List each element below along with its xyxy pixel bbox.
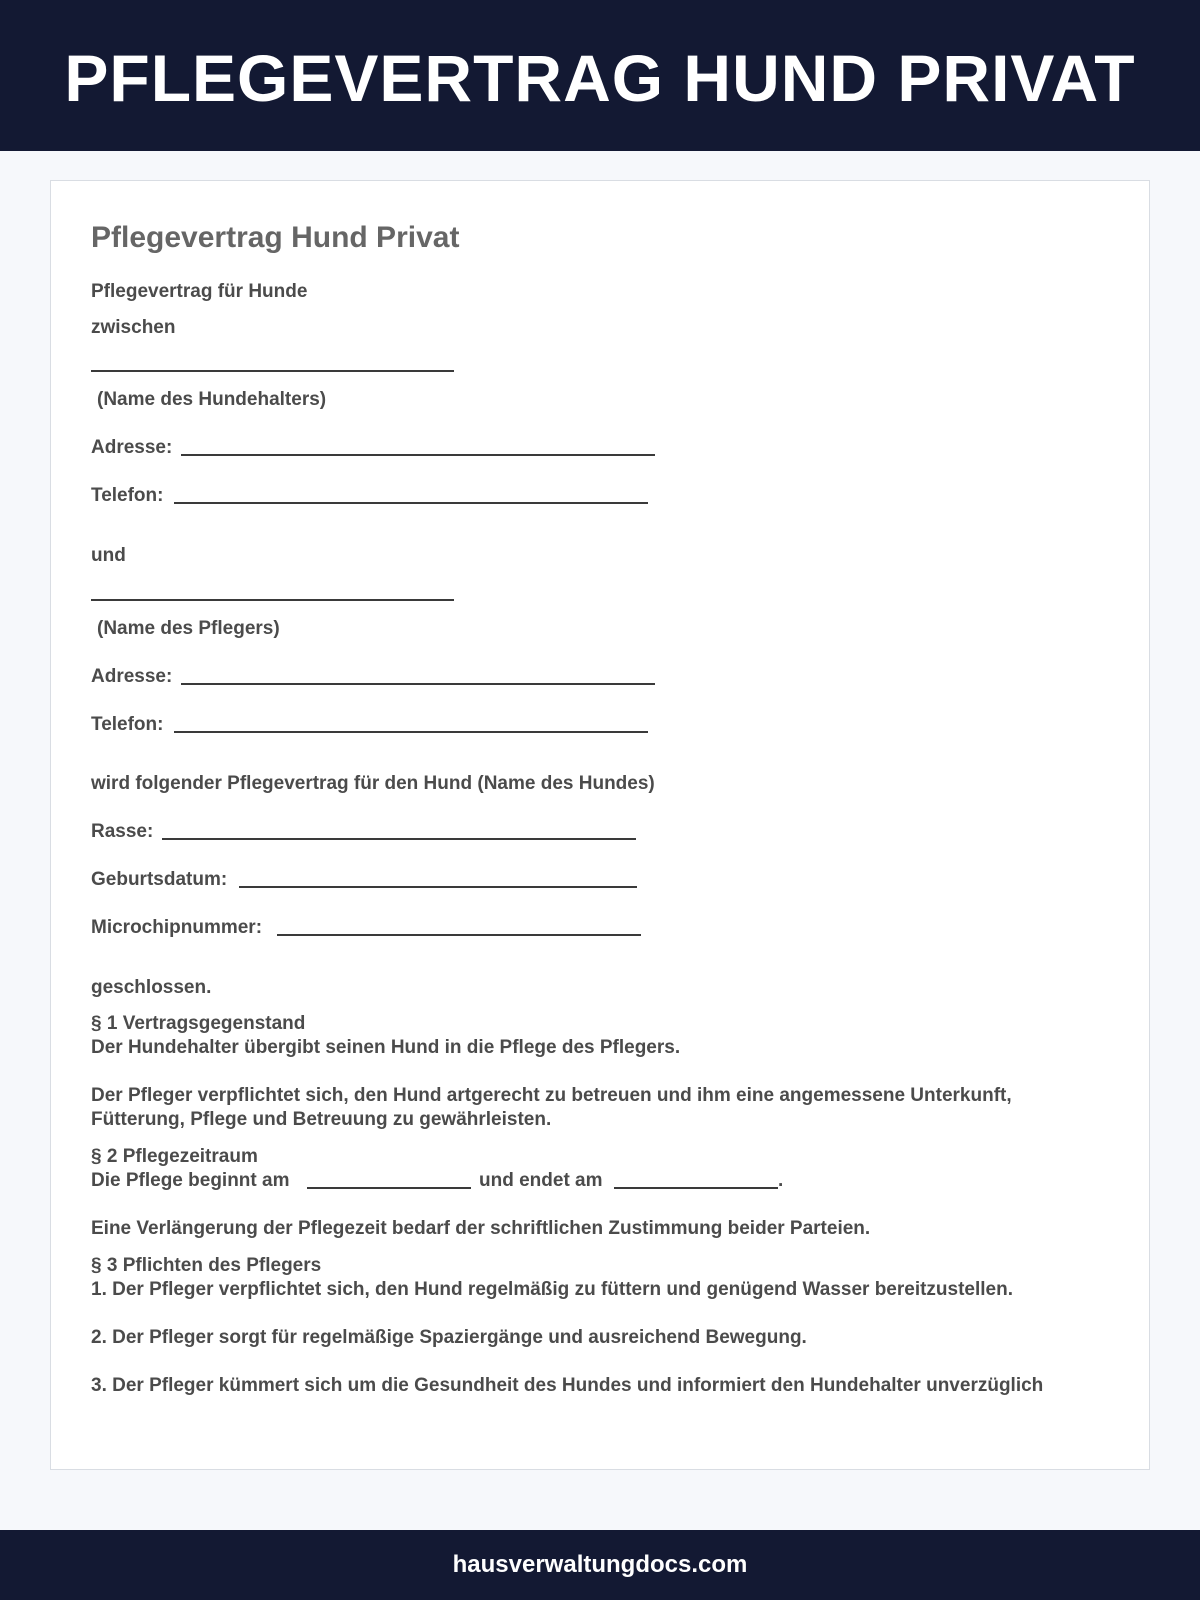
section3-item-1: 1. Der Pfleger verpflichtet sich, den Hund regelmäßig zu füttern und genügend Wasser bereitzustellen. bbox=[91, 1279, 1014, 1300]
birthdate-field[interactable] bbox=[239, 886, 637, 888]
between-text: zwischen bbox=[91, 317, 176, 338]
caretaker-address-field[interactable] bbox=[181, 683, 655, 685]
caretaker-phone-label: Telefon: bbox=[91, 714, 164, 735]
section1-heading: § 1 Vertragsgegenstand bbox=[91, 1013, 306, 1034]
caretaker-phone-field[interactable] bbox=[174, 731, 648, 733]
birthdate-label: Geburtsdatum: bbox=[91, 869, 228, 890]
caretaker-name-caption: (Name des Pflegers) bbox=[97, 618, 280, 639]
dog-intro-text: wird folgender Pflegevertrag für den Hund (Name des Hundes) bbox=[91, 773, 655, 794]
section2-heading: § 2 Pflegezeitraum bbox=[91, 1146, 258, 1167]
section2-paragraph-2: Eine Verlängerung der Pflegezeit bedarf der schriftlichen Zustimmung beider Parteien. bbox=[91, 1218, 871, 1239]
owner-phone-field[interactable] bbox=[174, 502, 648, 504]
document-subtitle: Pflegevertrag für Hunde bbox=[91, 281, 308, 302]
caretaker-name-field[interactable] bbox=[91, 599, 454, 601]
caretaker-address-label: Adresse: bbox=[91, 666, 173, 687]
document-title: Pflegevertrag Hund Privat bbox=[91, 221, 460, 254]
footer bbox=[0, 1530, 1200, 1600]
owner-name-field[interactable] bbox=[91, 370, 454, 372]
section2-period-start: Die Pflege beginnt am bbox=[91, 1170, 290, 1191]
section3-item-3: 3. Der Pfleger kümmert sich um die Gesundheit des Hundes und informiert den Hundehalter unverzüglich bbox=[91, 1375, 1044, 1396]
owner-phone-label: Telefon: bbox=[91, 485, 164, 506]
breed-field[interactable] bbox=[162, 838, 636, 840]
concluded-text: geschlossen. bbox=[91, 977, 212, 998]
microchip-field[interactable] bbox=[277, 934, 641, 936]
section2-period-end: und endet am bbox=[479, 1170, 603, 1191]
banner-title: PFLEGEVERTRAG HUND PRIVAT bbox=[64, 40, 1136, 115]
microchip-label: Microchipnummer: bbox=[91, 917, 263, 938]
end-date-field[interactable] bbox=[614, 1187, 778, 1189]
breed-label: Rasse: bbox=[91, 821, 154, 842]
footer-site-link[interactable]: hausverwaltungdocs.com bbox=[452, 1551, 748, 1578]
section3-heading: § 3 Pflichten des Pflegers bbox=[91, 1255, 322, 1276]
owner-address-label: Adresse: bbox=[91, 437, 173, 458]
owner-address-field[interactable] bbox=[181, 454, 655, 456]
section1-paragraph-1: Der Hundehalter übergibt seinen Hund in die Pflege des Pflegers. bbox=[91, 1037, 681, 1058]
and-text: und bbox=[91, 545, 126, 566]
section2-period-punct: . bbox=[778, 1170, 784, 1191]
section3-item-2: 2. Der Pfleger sorgt für regelmäßige Spaziergänge und ausreichend Bewegung. bbox=[91, 1327, 807, 1348]
start-date-field[interactable] bbox=[307, 1187, 471, 1189]
owner-name-caption: (Name des Hundehalters) bbox=[97, 389, 327, 410]
document-card bbox=[50, 180, 1150, 1470]
banner bbox=[0, 0, 1200, 151]
section1-paragraph-2: Der Pfleger verpflichtet sich, den Hund artgerecht zu betreuen und ihm eine angemessene Unterkunft, Fütterung, Pflege und Betreuung zu gewährleisten. bbox=[91, 1085, 1012, 1130]
